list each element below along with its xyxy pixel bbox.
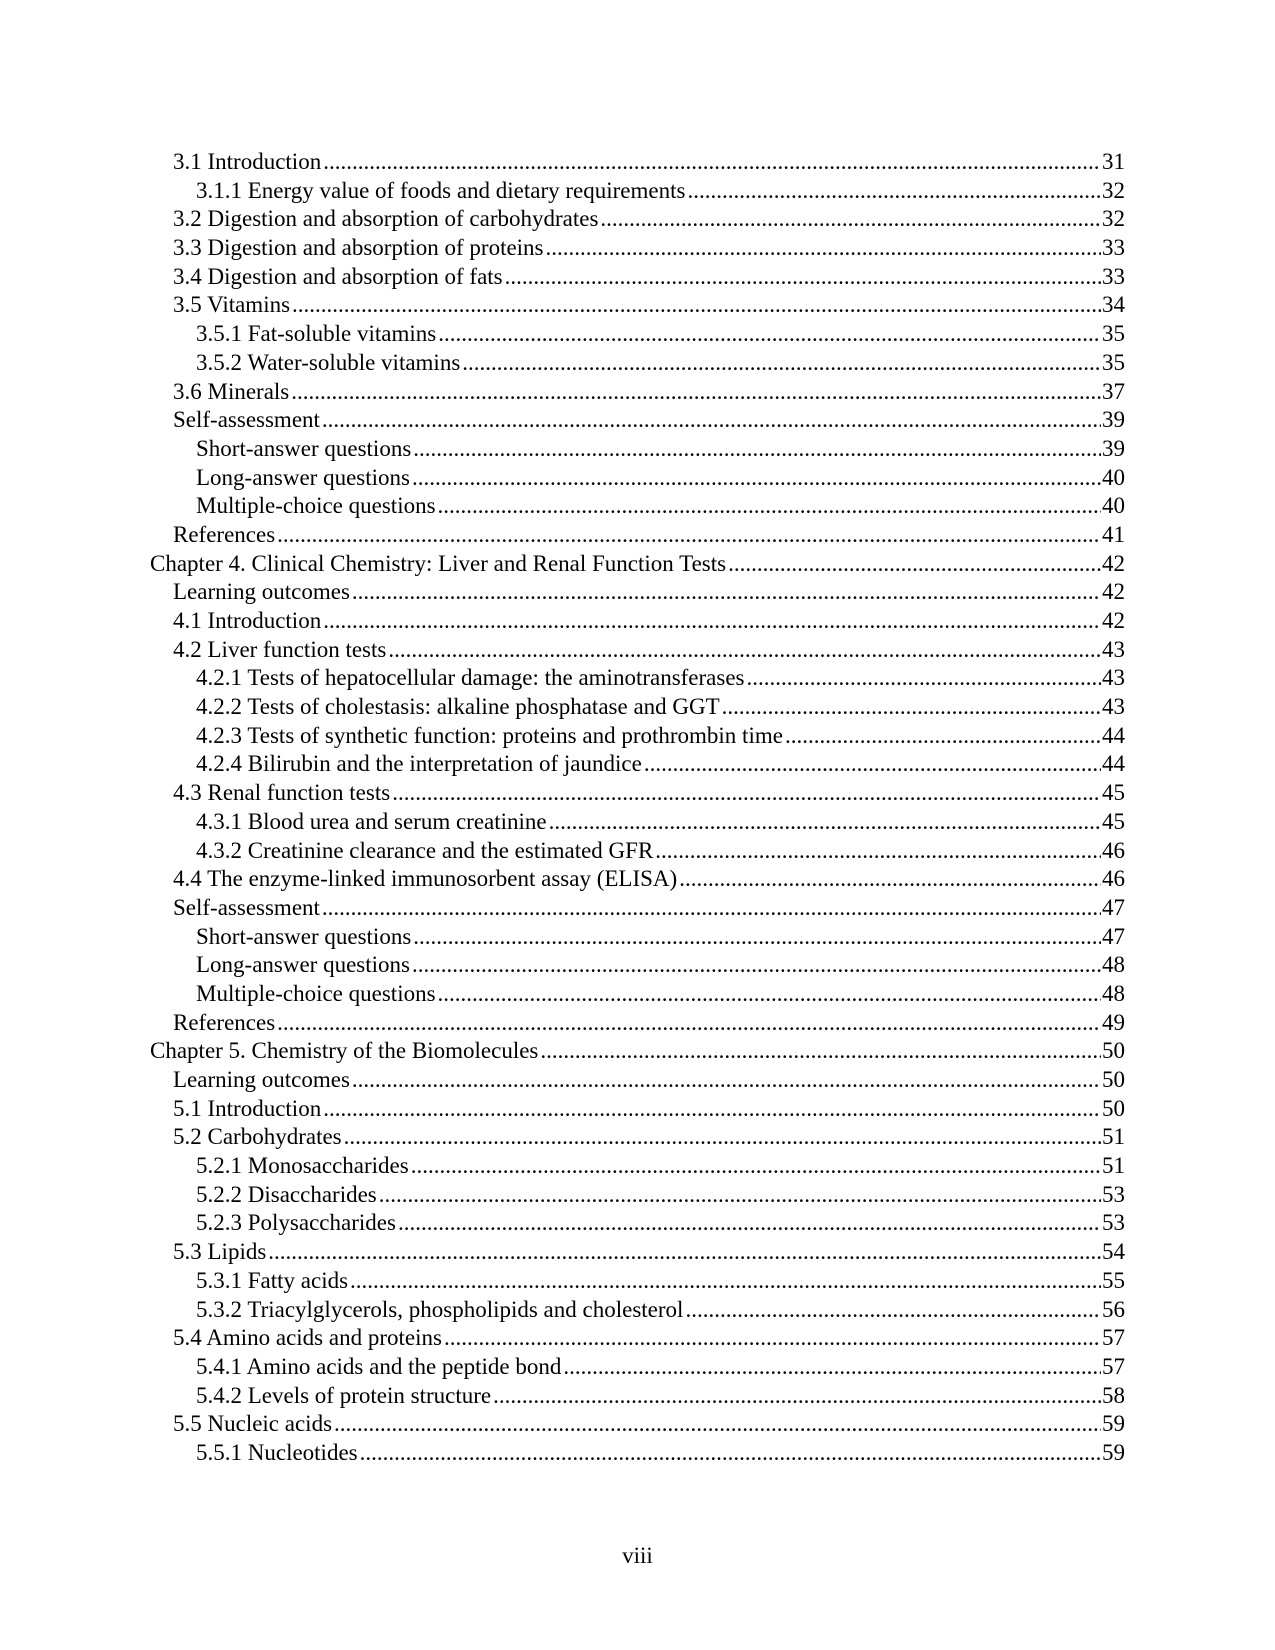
toc-entry-title: Multiple-choice questions: [196, 980, 436, 1006]
toc-entry-page-number: 34: [1102, 292, 1125, 318]
toc-dot-leader: [291, 378, 1101, 407]
toc-entry-title: 3.3 Digestion and absorption of proteins: [173, 235, 544, 261]
toc-dot-leader: [747, 664, 1102, 693]
toc-entry-title: 5.4.1 Amino acids and the peptide bond: [196, 1353, 562, 1379]
toc-entry-title: 4.4 The enzyme-linked immunosorbent assay (ELISA): [173, 866, 678, 892]
toc-entry-title: Self-assessment: [173, 894, 320, 920]
toc-dot-leader: [268, 1238, 1101, 1267]
toc-entry[interactable]: [150, 1410, 1125, 1439]
toc-dot-leader: [462, 349, 1101, 378]
toc-dot-leader: [505, 263, 1101, 292]
toc-dot-leader: [413, 435, 1101, 464]
toc-entry-title: Self-assessment: [173, 407, 320, 433]
toc-entry-title: 5.5.1 Nucleotides: [196, 1439, 358, 1465]
toc-entry-title: Long-answer questions: [196, 464, 410, 490]
toc-entry-page-number: 50: [1102, 1038, 1125, 1064]
toc-entry-page-number: 45: [1102, 808, 1125, 834]
toc-entry-page-number: 35: [1102, 321, 1125, 347]
toc-dot-leader: [322, 406, 1101, 435]
toc-dot-leader: [644, 750, 1101, 779]
toc-entry[interactable]: [150, 378, 1125, 407]
toc-entry[interactable]: [150, 722, 1125, 751]
toc-dot-leader: [388, 636, 1101, 665]
toc-entry[interactable]: [150, 894, 1125, 923]
toc-entry-page-number: 39: [1102, 435, 1125, 461]
toc-entry[interactable]: [150, 636, 1125, 665]
toc-entry-title: 4.2 Liver function tests: [173, 636, 387, 662]
toc-dot-leader: [323, 607, 1101, 636]
toc-dot-leader: [352, 1066, 1101, 1095]
toc-entry[interactable]: [150, 808, 1125, 837]
toc-chapter-entry[interactable]: [150, 1037, 1125, 1066]
toc-dot-leader: [323, 148, 1101, 177]
toc-dot-leader: [728, 550, 1101, 579]
table-of-contents: [150, 148, 1125, 1468]
toc-entry[interactable]: [150, 837, 1125, 866]
toc-dot-leader: [334, 1410, 1101, 1439]
toc-entry[interactable]: [150, 1324, 1125, 1353]
toc-entry[interactable]: [150, 1152, 1125, 1181]
toc-entry-page-number: 33: [1102, 235, 1125, 261]
toc-entry[interactable]: [150, 1238, 1125, 1267]
toc-entry-title: 5.2.1 Monosaccharides: [196, 1153, 409, 1179]
toc-dot-leader: [679, 865, 1101, 894]
toc-entry[interactable]: [150, 1095, 1125, 1124]
toc-entry-page-number: 57: [1102, 1353, 1125, 1379]
toc-entry[interactable]: [150, 492, 1125, 521]
toc-dot-leader: [350, 1267, 1101, 1296]
toc-entry[interactable]: [150, 607, 1125, 636]
toc-entry[interactable]: [150, 664, 1125, 693]
toc-entry-page-number: 32: [1102, 177, 1125, 203]
toc-entry-page-number: 51: [1102, 1124, 1125, 1150]
toc-entry-page-number: 50: [1102, 1067, 1125, 1092]
toc-entry-page-number: 35: [1102, 349, 1125, 375]
toc-entry-title: 5.4.2 Levels of protein structure: [196, 1382, 492, 1408]
toc-entry-title: 5.3 Lipids: [173, 1239, 267, 1265]
toc-dot-leader: [392, 779, 1101, 808]
toc-entry-title: Chapter 4. Clinical Chemistry: Liver and Renal Function Tests: [150, 550, 727, 576]
toc-entry[interactable]: [150, 521, 1125, 550]
toc-entry-page-number: 48: [1102, 980, 1125, 1006]
toc-dot-leader: [722, 693, 1101, 722]
toc-dot-leader: [438, 320, 1101, 349]
toc-entry-title: References: [173, 521, 276, 547]
toc-entry[interactable]: [150, 693, 1125, 722]
toc-entry-title: 4.2.2 Tests of cholestasis: alkaline phosphatase and GGT: [196, 694, 720, 720]
toc-entry[interactable]: [150, 177, 1125, 206]
toc-entry-title: 3.2 Digestion and absorption of carbohydrates: [173, 206, 599, 232]
toc-entry[interactable]: [150, 1267, 1125, 1296]
toc-entry-page-number: 53: [1102, 1181, 1125, 1207]
toc-entry-title: 3.6 Minerals: [173, 378, 290, 404]
toc-entry-page-number: 53: [1102, 1210, 1125, 1236]
toc-entry-page-number: 59: [1102, 1411, 1125, 1437]
toc-entry[interactable]: [150, 1353, 1125, 1382]
toc-entry[interactable]: [150, 951, 1125, 980]
toc-entry[interactable]: [150, 291, 1125, 320]
toc-entry[interactable]: [150, 1209, 1125, 1238]
toc-dot-leader: [540, 1037, 1101, 1066]
toc-entry[interactable]: [150, 435, 1125, 464]
page-number: viii: [622, 1543, 653, 1568]
toc-entry[interactable]: [150, 779, 1125, 808]
toc-entry-title: 5.3.2 Triacylglycerols, phospholipids and cholesterol: [196, 1296, 684, 1322]
toc-entry-title: 4.2.4 Bilirubin and the interpretation of jaundice: [196, 751, 642, 777]
toc-entry-title: 4.2.3 Tests of synthetic function: proteins and prothrombin time: [196, 722, 783, 748]
toc-dot-leader: [292, 291, 1101, 320]
toc-entry-title: 4.1 Introduction: [173, 608, 322, 633]
toc-entry[interactable]: [150, 1009, 1125, 1038]
toc-entry-page-number: 31: [1102, 149, 1125, 174]
toc-dot-leader: [411, 1152, 1101, 1181]
toc-entry-title: Short-answer questions: [196, 435, 412, 461]
toc-entry-title: 5.5 Nucleic acids: [173, 1411, 333, 1437]
toc-chapter-entry[interactable]: [150, 550, 1125, 579]
toc-dot-leader: [398, 1209, 1101, 1238]
toc-entry-title: Multiple-choice questions: [196, 493, 436, 519]
toc-entry-page-number: 37: [1102, 378, 1125, 404]
toc-dot-leader: [277, 1009, 1101, 1038]
toc-dot-leader: [413, 923, 1101, 952]
toc-entry-title: Learning outcomes: [173, 579, 350, 605]
toc-dot-leader: [322, 894, 1101, 923]
toc-dot-leader: [444, 1324, 1101, 1353]
toc-dot-leader: [438, 980, 1101, 1009]
toc-entry[interactable]: [150, 406, 1125, 435]
toc-entry[interactable]: [150, 205, 1125, 234]
toc-entry[interactable]: [150, 1181, 1125, 1210]
toc-entry-title: 5.3.1 Fatty acids: [196, 1267, 349, 1293]
toc-entry-title: 3.5.1 Fat-soluble vitamins: [196, 321, 437, 347]
toc-entry-page-number: 55: [1102, 1267, 1125, 1293]
toc-entry[interactable]: [150, 1439, 1125, 1468]
toc-dot-leader: [685, 1296, 1101, 1325]
toc-entry[interactable]: [150, 980, 1125, 1009]
toc-dot-leader: [360, 1439, 1101, 1468]
toc-entry-title: References: [173, 1009, 276, 1035]
toc-entry-title: 3.5 Vitamins: [173, 292, 291, 318]
toc-entry[interactable]: [150, 320, 1125, 349]
toc-entry-title: 4.3.2 Creatinine clearance and the estimated GFR: [196, 837, 654, 863]
toc-entry[interactable]: [150, 1296, 1125, 1325]
toc-entry-title: 3.4 Digestion and absorption of fats: [173, 263, 503, 289]
toc-entry[interactable]: [150, 263, 1125, 292]
toc-entry[interactable]: [150, 750, 1125, 779]
toc-entry-title: 3.1.1 Energy value of foods and dietary requirements: [196, 177, 686, 203]
toc-entry[interactable]: [150, 148, 1125, 177]
toc-dot-leader: [600, 205, 1101, 234]
toc-entry[interactable]: [150, 578, 1125, 607]
toc-entry-title: Long-answer questions: [196, 952, 410, 978]
toc-entry-page-number: 42: [1102, 550, 1125, 576]
toc-entry[interactable]: [150, 923, 1125, 952]
toc-entry-page-number: 58: [1102, 1382, 1125, 1408]
toc-entry-page-number: 40: [1102, 493, 1125, 519]
toc-entry-page-number: 45: [1102, 780, 1125, 806]
toc-entry-page-number: 46: [1102, 837, 1125, 863]
toc-entry-page-number: 47: [1102, 923, 1125, 949]
toc-dot-leader: [352, 578, 1101, 607]
toc-entry-title: 4.3.1 Blood urea and serum creatinine: [196, 808, 547, 834]
toc-entry-page-number: 56: [1102, 1296, 1125, 1322]
toc-entry-title: 5.4 Amino acids and proteins: [173, 1325, 442, 1351]
toc-entry-page-number: 42: [1102, 579, 1125, 605]
toc-dot-leader: [277, 521, 1101, 550]
toc-entry-page-number: 42: [1102, 608, 1125, 633]
toc-entry[interactable]: [150, 464, 1125, 493]
toc-entry[interactable]: [150, 1382, 1125, 1411]
toc-entry-page-number: 41: [1102, 521, 1125, 547]
toc-entry-page-number: 50: [1102, 1095, 1125, 1121]
toc-entry-title: 3.5.2 Water-soluble vitamins: [196, 349, 461, 375]
toc-dot-leader: [379, 1181, 1101, 1210]
toc-entry[interactable]: [150, 1066, 1125, 1095]
toc-entry-title: 5.1 Introduction: [173, 1095, 322, 1121]
toc-entry-title: 5.2 Carbohydrates: [173, 1124, 342, 1150]
toc-entry-page-number: 32: [1102, 206, 1125, 232]
toc-entry-page-number: 43: [1102, 694, 1125, 720]
toc-entry-page-number: 33: [1102, 263, 1125, 289]
toc-entry-title: 5.2.3 Polysaccharides: [196, 1210, 396, 1236]
toc-entry-title: Short-answer questions: [196, 923, 412, 949]
toc-entry-page-number: 39: [1102, 407, 1125, 433]
toc-dot-leader: [323, 1095, 1101, 1124]
toc-entry[interactable]: [150, 349, 1125, 378]
toc-dot-leader: [493, 1382, 1101, 1411]
toc-entry-title: Chapter 5. Chemistry of the Biomolecules: [150, 1038, 539, 1064]
toc-entry-page-number: 46: [1102, 866, 1125, 892]
toc-entry-page-number: 43: [1102, 665, 1125, 691]
toc-dot-leader: [438, 492, 1101, 521]
toc-dot-leader: [412, 464, 1101, 493]
toc-entry-page-number: 49: [1102, 1009, 1125, 1035]
toc-entry-page-number: 40: [1102, 464, 1125, 490]
toc-dot-leader: [687, 177, 1101, 206]
toc-entry-page-number: 57: [1102, 1325, 1125, 1351]
toc-entry-title: Learning outcomes: [173, 1067, 350, 1092]
toc-entry-page-number: 48: [1102, 952, 1125, 978]
toc-entry-title: 4.3 Renal function tests: [173, 780, 391, 806]
toc-entry-page-number: 44: [1102, 722, 1125, 748]
toc-dot-leader: [412, 951, 1101, 980]
toc-entry-page-number: 59: [1102, 1439, 1125, 1465]
toc-dot-leader: [344, 1123, 1101, 1152]
toc-entry[interactable]: [150, 234, 1125, 263]
toc-entry-page-number: 47: [1102, 894, 1125, 920]
toc-dot-leader: [655, 837, 1101, 866]
toc-entry-title: 4.2.1 Tests of hepatocellular damage: the aminotransferases: [196, 665, 745, 691]
toc-entry[interactable]: [150, 1123, 1125, 1152]
toc-entry[interactable]: [150, 865, 1125, 894]
toc-entry-title: 3.1 Introduction: [173, 149, 322, 174]
toc-entry-title: 5.2.2 Disaccharides: [196, 1181, 377, 1207]
toc-entry-page-number: 54: [1102, 1239, 1125, 1265]
toc-dot-leader: [785, 722, 1101, 751]
toc-entry-page-number: 51: [1102, 1153, 1125, 1179]
toc-entry-page-number: 43: [1102, 636, 1125, 662]
toc-dot-leader: [563, 1353, 1101, 1382]
toc-dot-leader: [549, 808, 1101, 837]
toc-dot-leader: [546, 234, 1101, 263]
toc-entry-page-number: 44: [1102, 751, 1125, 777]
